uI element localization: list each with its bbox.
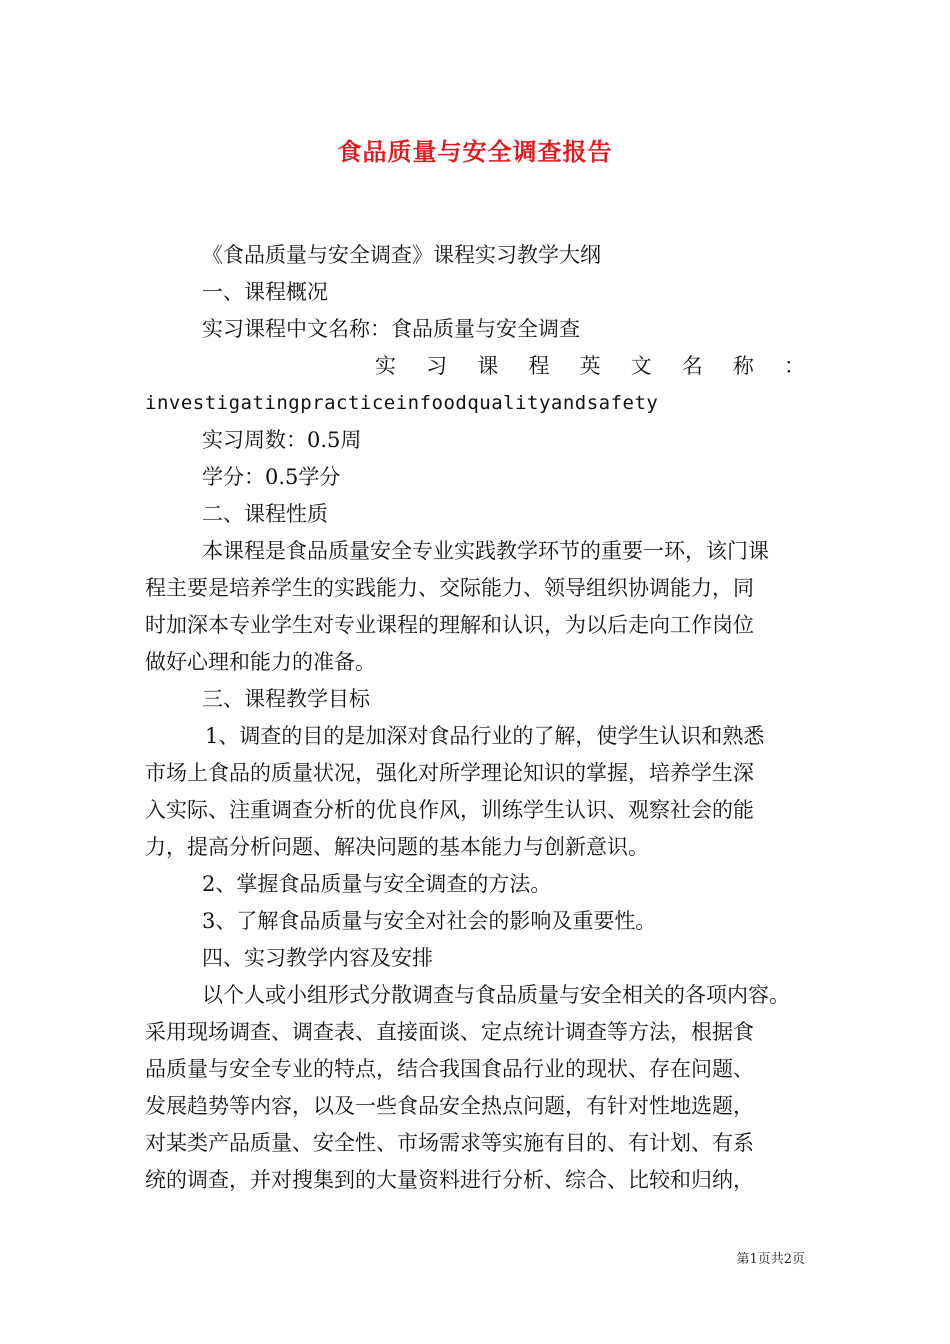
paragraph-line: 发展趋势等内容，以及一些食品安全热点问题，有针对性地选题，	[145, 1094, 754, 1118]
paragraph-line: 采用现场调查、调查表、直接面谈、定点统计调查等方法，根据食	[145, 1020, 754, 1044]
paragraph-line: 时加深本专业学生对专业课程的理解和认识，为以后走向工作岗位	[145, 613, 754, 637]
document-title: 食品质量与安全调查报告	[337, 137, 613, 166]
paragraph-line: investigatingpracticeinfoodqualityandsafety	[145, 392, 659, 414]
paragraph-line: 力，提高分析问题、解决问题的基本能力与创新意识。	[145, 835, 649, 859]
paragraph-line: 《食品质量与安全调查》课程实习教学大纲	[202, 243, 601, 267]
page-number: 第1页共2页	[736, 1252, 805, 1267]
paragraph-line: 做好心理和能力的准备。	[145, 650, 376, 674]
paragraph-line: 品质量与安全专业的特点，结合我国食品行业的现状、存在问题、	[145, 1057, 754, 1081]
paragraph-line: 程主要是培养学生的实践能力、交际能力、领导组织协调能力，同	[145, 576, 754, 600]
paragraph-line: 3、了解食品质量与安全对社会的影响及重要性。	[202, 909, 657, 933]
section-heading: 四、实习教学内容及安排	[202, 946, 433, 970]
paragraph-line: 1、调查的目的是加深对食品行业的了解，使学生认识和熟悉	[205, 724, 765, 748]
paragraph-line: 本课程是食品质量安全专业实践教学环节的重要一环，该门课	[202, 539, 769, 563]
paragraph-line: 对某类产品质量、安全性、市场需求等实施有目的、有计划、有系	[145, 1131, 754, 1155]
paragraph-line: 市场上食品的质量状况，强化对所学理论知识的掌握，培养学生深	[145, 761, 754, 785]
section-heading: 一、课程概况	[202, 280, 328, 304]
paragraph-line: 统的调查，并对搜集到的大量资料进行分析、综合、比较和归纳，	[145, 1168, 754, 1192]
paragraph-line: 实习课程英文名称：	[375, 354, 805, 378]
paragraph-line: 实习周数：0.5周	[202, 428, 362, 452]
section-heading: 三、课程教学目标	[202, 687, 370, 711]
paragraph-line: 学分：0.5学分	[202, 465, 341, 489]
paragraph-line: 2、掌握食品质量与安全调查的方法。	[202, 872, 552, 896]
paragraph-line: 入实际、注重调查分析的优良作风，训练学生认识、观察社会的能	[145, 798, 754, 822]
document-body	[145, 237, 805, 1199]
paragraph-line: 以个人或小组形式分散调查与食品质量与安全相关的各项内容。	[202, 983, 790, 1007]
paragraph-line: 实习课程中文名称：食品质量与安全调查	[202, 317, 580, 341]
section-heading: 二、课程性质	[202, 502, 328, 526]
